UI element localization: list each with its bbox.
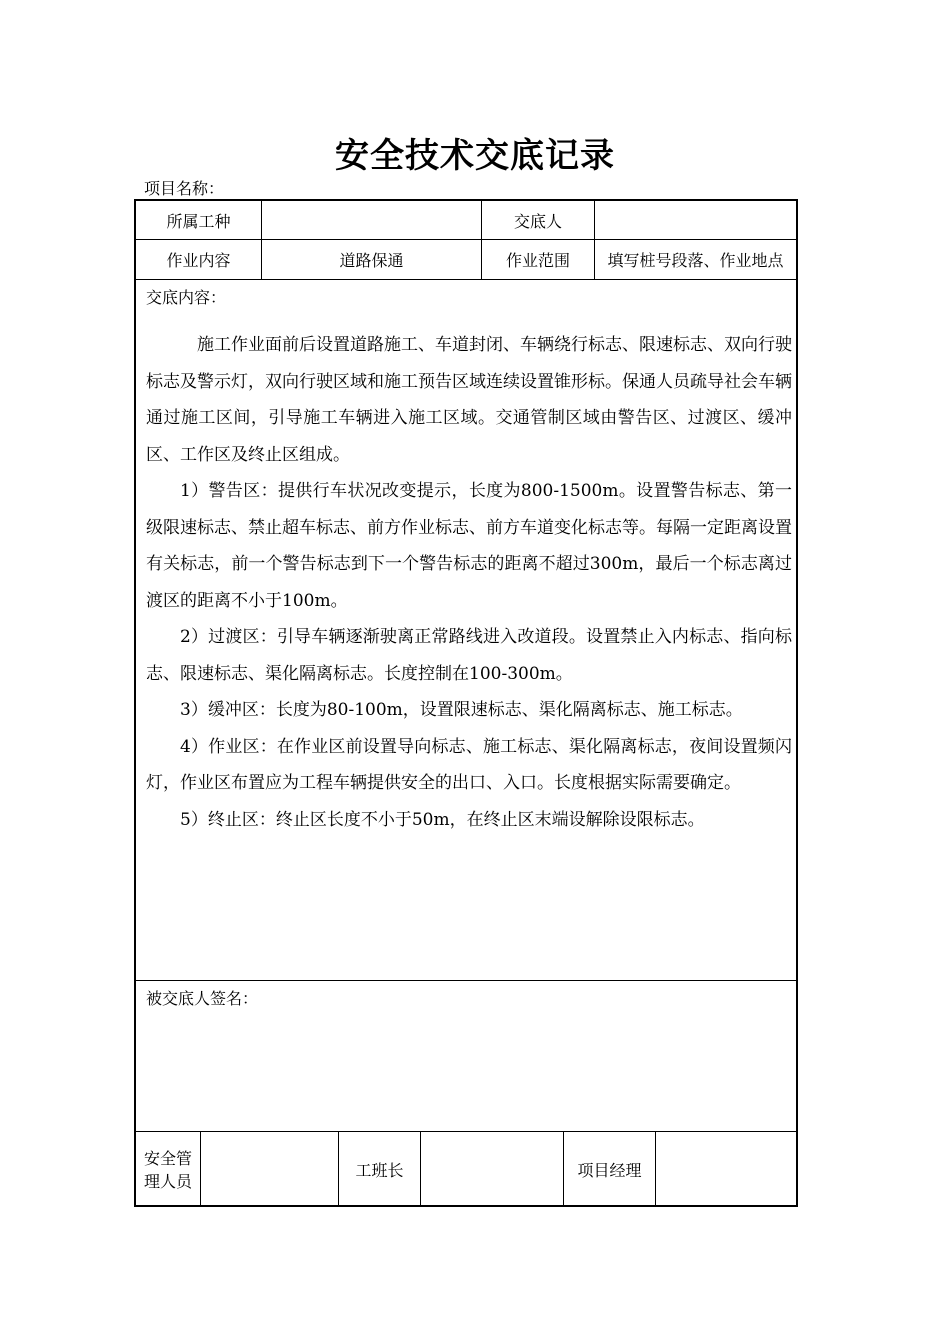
project-name-label: 项目名称： [144, 179, 225, 198]
foreman-signature[interactable] [421, 1132, 563, 1207]
disclosure-form-table [134, 199, 798, 1207]
content-paragraph: 3）缓冲区：长度为80-100m，设置限速标志、渠化隔离标志、施工标志。 [180, 700, 743, 720]
work-scope-value[interactable]: 填写桩号段落、作业地点 [607, 251, 784, 270]
row-divider [136, 980, 796, 981]
work-content-value[interactable]: 道路保通 [339, 251, 404, 270]
content-paragraph: 施工作业面前后设置道路施工、车道封闭、车辆绕行标志、限速标志、双向行驶标志及警示灯，双向行驶区域和施工预告区域连续设置锥形标。保通人员疏导社会车辆通过施工区间，引导施工车辆进入施工区域。交通管制区域由警告区、过渡区、缓冲区、工作区及终止区组成。 [146, 335, 792, 465]
discloser-label: 交底人 [513, 211, 562, 231]
trade-label: 所属工种 [166, 211, 231, 231]
safety-manager-signature[interactable] [201, 1132, 338, 1207]
row-divider [136, 279, 796, 280]
disclosure-content-label: 交底内容： [146, 288, 227, 307]
content-paragraph: 4）作业区：在作业区前设置导向标志、施工标志、渠化隔离标志，夜间设置频闪灯，作业区布置应为工程车辆提供安全的出口、入口。长度根据实际需要确定。 [146, 736, 792, 793]
discloser-value-field[interactable] [595, 201, 796, 239]
work-content-label: 作业内容 [166, 251, 231, 270]
content-paragraph: 5）终止区：终止区长度不小于50m，在终止区末端设解除设限标志。 [180, 809, 705, 830]
document-title: 安全技术交底记录 [335, 136, 615, 176]
work-scope-label: 作业范围 [505, 251, 570, 270]
recipient-signature-label: 被交底人签名： [146, 989, 259, 1008]
recipient-signature-area[interactable] [136, 1011, 796, 1129]
content-paragraph: 2）过渡区：引导车辆逐渐驶离正常路线进入改道段。设置禁止入内标志、指向标志、限速标志、渠化隔离标志。长度控制在100-300m。 [146, 627, 792, 684]
content-paragraph: 1）警告区：提供行车状况改变提示，长度为800-1500m。设置警告标志、第一级限速标志、禁止超车标志、前方作业标志、前方车道变化标志等。每隔一定距离设置有关标志，前一个警告标志到下一个警告标志的距离不超过300m，最后一个标志离过渡区的距离不小于100m。 [146, 481, 792, 611]
project-manager-label: 项目经理 [577, 1161, 642, 1180]
disclosure-content-body [146, 327, 792, 838]
trade-value-field[interactable] [262, 201, 481, 239]
safety-manager-label: 安全管理人员 [143, 1148, 192, 1191]
project-manager-signature[interactable] [656, 1132, 796, 1207]
foreman-label: 工班长 [355, 1161, 404, 1180]
